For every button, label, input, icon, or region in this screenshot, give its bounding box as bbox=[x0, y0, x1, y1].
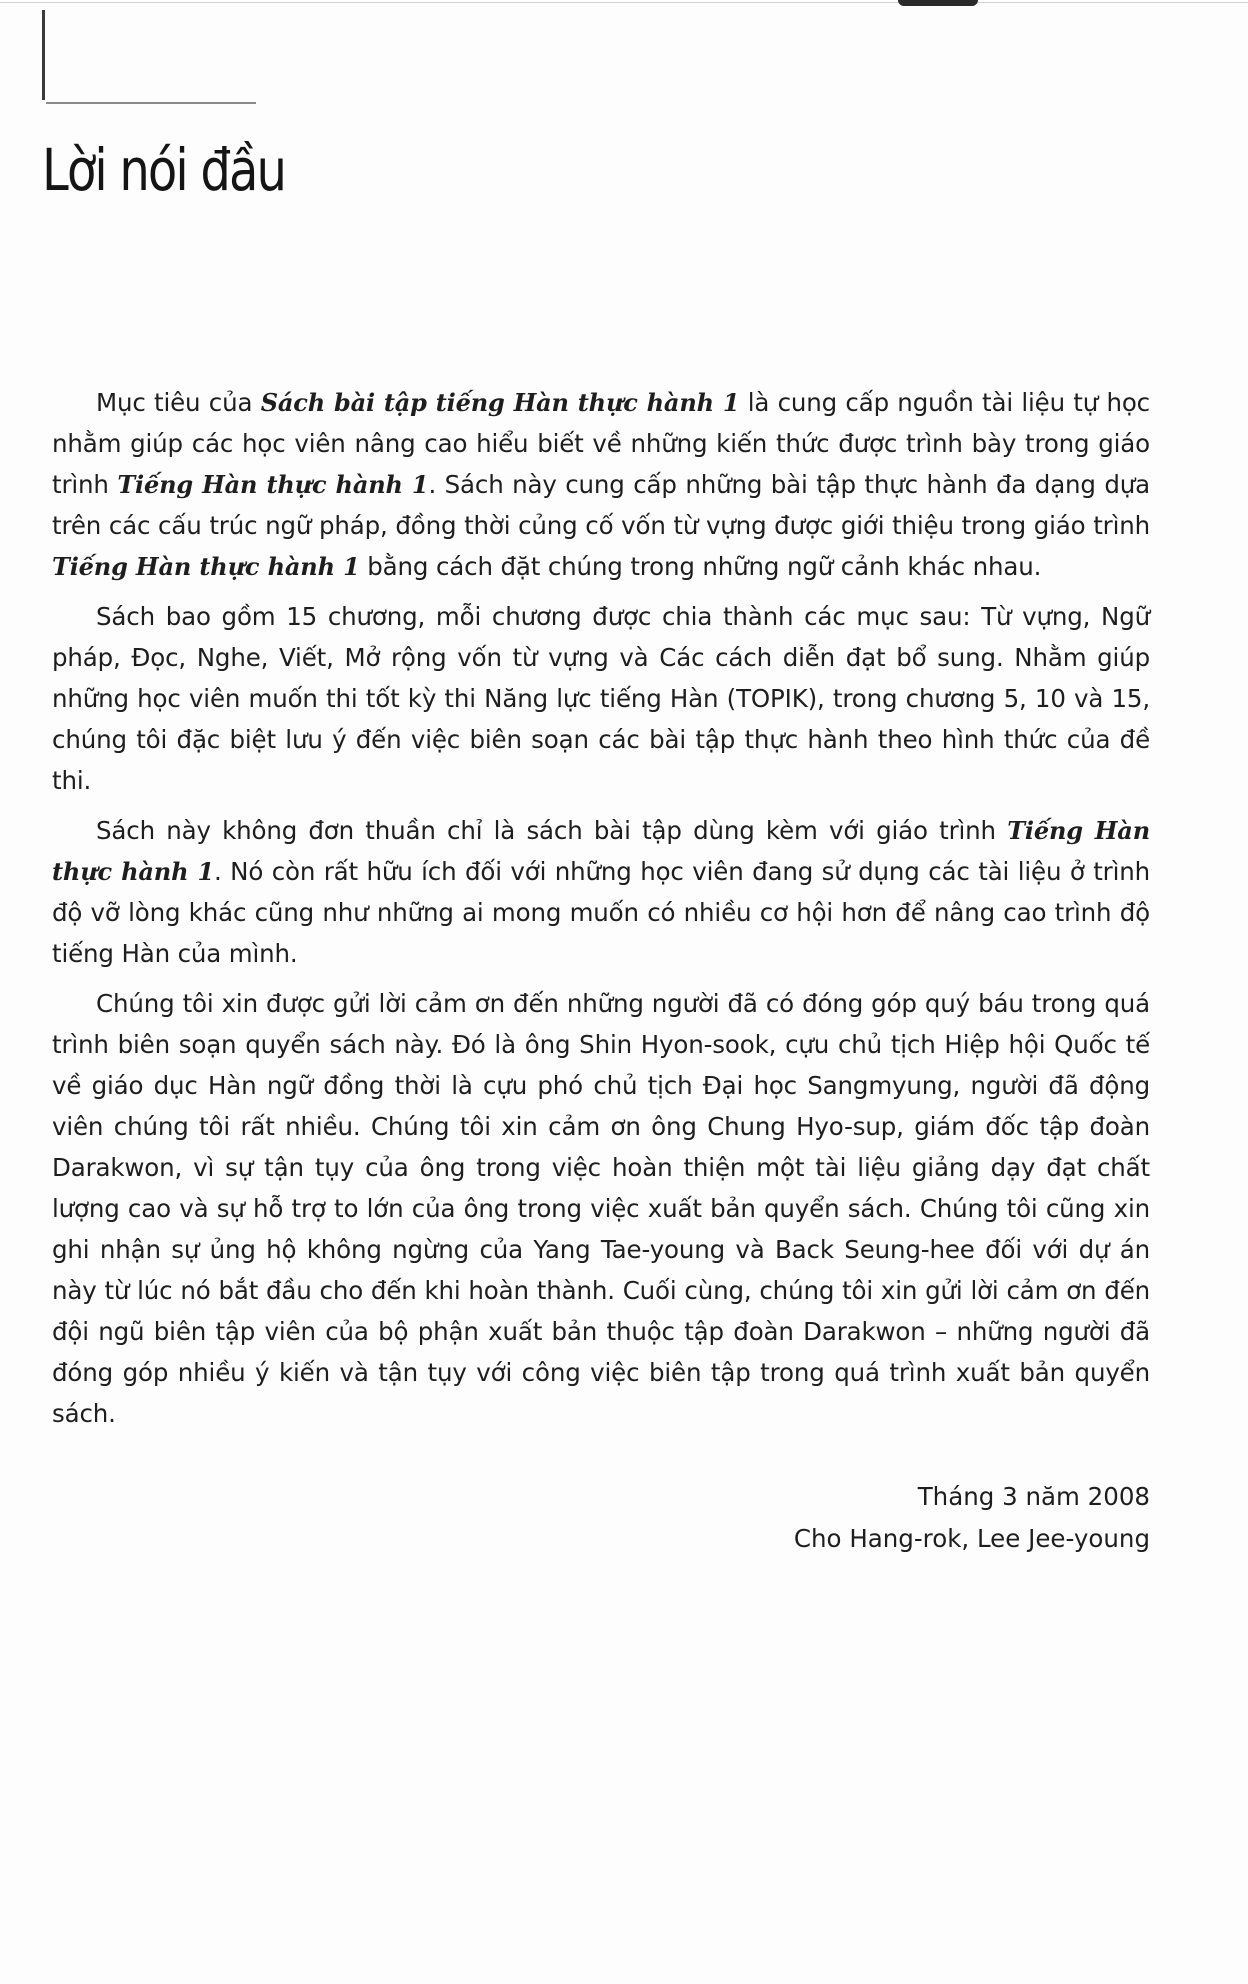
book-title-italic: Tiếng Hàn thực hành 1 bbox=[52, 552, 360, 581]
corner-mark-horizontal bbox=[46, 102, 256, 104]
paragraph-2 bbox=[52, 596, 1150, 801]
paragraph-4 bbox=[52, 983, 1150, 1434]
paragraph-3 bbox=[52, 810, 1150, 974]
text-run: là cung cấp nguồn tài liệu tự học nhằm giúp các học viên nâng cao hiểu biết về những kiến thức được trình bày trong giáo trình bbox=[52, 388, 1151, 499]
text-run: Mục tiêu của bbox=[96, 388, 261, 417]
page-title: Lời nói đầu bbox=[42, 136, 286, 204]
text-run: Sách bao gồm 15 chương, mỗi chương được chia thành các mục sau: Từ vựng, Ngữ pháp, Đọc, Nghe, Viết, Mở rộng vốn từ vựng và Các cách diễn đạt bổ sung. Nhằm giúp những học viên muốn thi tốt kỳ thi Năng lực tiếng Hàn (TOPIK), trong chương 5, 10 và 15, chúng tôi đặc biệt lưu ý đến việc biên soạn các bài tập thực hành theo hình thức của đề thi. bbox=[52, 602, 1150, 795]
text-run: . Nó còn rất hữu ích đối với những học viên đang sử dụng các tài liệu ở trình độ vỡ lòng khác cũng như những ai mong muốn có nhiều cơ hội hơn để nâng cao trình độ tiếng Hàn của mình. bbox=[52, 857, 1150, 968]
signature-authors: Cho Hang-rok, Lee Jee-young bbox=[793, 1524, 1150, 1553]
paragraph-1 bbox=[52, 382, 1150, 587]
scan-edge-line bbox=[0, 2, 1248, 3]
book-title-italic: Tiếng Hàn thực hành 1 bbox=[52, 816, 1150, 886]
corner-mark-vertical bbox=[42, 10, 45, 100]
preface-body bbox=[52, 382, 1150, 1443]
scan-smudge bbox=[898, 0, 978, 6]
text-run: Chúng tôi xin được gửi lời cảm ơn đến những người đã có đóng góp quý báu trong quá trình biên soạn quyển sách này. Đó là ông Shin Hyon-sook, cựu chủ tịch Hiệp hội Quốc tế về giáo dục Hàn ngữ đồng thời là cựu phó chủ tịch Đại học Sangmyung, người đã động viên chúng tôi rất nhiều. Chúng tôi xin cảm ơn ông Chung Hyo-sup, giám đốc tập đoàn Darakwon, vì sự tận tụy của ông trong việc hoàn thiện một tài liệu giảng dạy đạt chất lượng cao và sự hỗ trợ to lớn của ông trong việc xuất bản quyển sách. Chúng tôi cũng xin ghi nhận sự ủng hộ không ngừng của Yang Tae-young và Back Seung-hee đối với dự án này từ lúc nó bắt đầu cho đến khi hoàn thành. Cuối cùng, chúng tôi xin gửi lời cảm ơn đến đội ngũ biên tập viên của bộ phận xuất bản thuộc tập đoàn Darakwon – những người đã đóng góp nhiều ý kiến và tận tụy với công việc biên tập trong quá trình xuất bản quyển sách. bbox=[52, 989, 1150, 1428]
signature-block bbox=[794, 1476, 1150, 1560]
book-title-italic: Sách bài tập tiếng Hàn thực hành 1 bbox=[260, 388, 740, 417]
text-run: Sách này không đơn thuần chỉ là sách bài tập dùng kèm với giáo trình bbox=[96, 816, 1008, 845]
book-title-italic: Tiếng Hàn thực hành 1 bbox=[117, 470, 429, 499]
text-run: bằng cách đặt chúng trong những ngữ cảnh khác nhau. bbox=[359, 552, 1042, 581]
text-run: . Sách này cung cấp những bài tập thực hành đa dạng dựa trên các cấu trúc ngữ pháp, đồng thời củng cố vốn từ vựng được giới thiệu trong giáo trình bbox=[52, 470, 1150, 540]
signature-date: Tháng 3 năm 2008 bbox=[917, 1482, 1150, 1511]
